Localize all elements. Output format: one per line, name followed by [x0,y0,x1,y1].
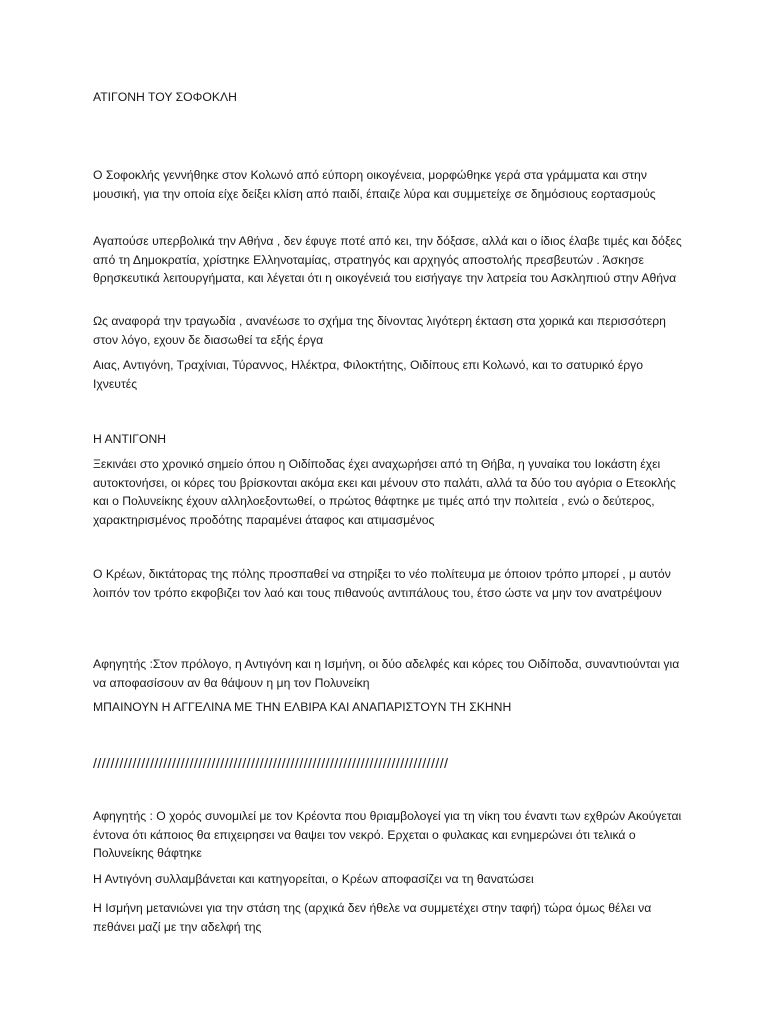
paragraph-arrest: Η Αντιγόνη συλλαμβάνεται και κατηγορείται, ο Κρέων αποφασίζει να τη θανατώσει [93,872,534,886]
paragraph-birth: Ο Σοφοκλής γεννήθηκε στον Κολωνό από εύπορη οικογένεια, μορφώθηκε γερά στα γράμματα και στην μουσική, για την οποία είχε δείξει κλίση από παιδί, έπαιζε λύρα και συμμετείχε σε δημόσιους εορτασμούς [93,168,656,201]
paragraph-narrator-chorus: Αφηγητής : Ο χορός συνομιλεί με τον Κρέοντα που θριαμβολογεί για τη νίκη του έναντι των εχθρών Ακούγεται έντονα ότι κάποιος θα επιχειρησει να θαψει τον νεκρό. Ερχεται ο φυλακας και ενημερώνει ότι τελικά ο Πολυνείκης θάφτηκε [93,809,682,860]
separator-line: ///////////////////////////////////////////////////////////////////////////////// [93,755,449,771]
paragraph-start: Ξεκινάει στο χρονικό σημείο όπου η Οιδίποδας έχει αναχωρήσει από τη Θήβα, η γυναίκα του Ιοκάστη έχει αυτοκτονήσει, οι κόρες του βρίσκονται ακόμα εκει και μένουν στο παλάτι, αλλά τα δύο του αγόρια ο Ετεοκλής και ο Πολυνείκης έχουν αλληλοεξοντωθεί, ο πρώτος θάφτηκε με τιμές από την πολιτεία , ενώ ο δεύτερος, χαρακτηρισμένος προδότης παραμένει άταφος και ατιμασμένος [93,457,676,527]
paragraph-athens: Αγαπούσε υπερβολικά την Αθήνα , δεν έφυγε ποτέ από κει, την δόξασε, αλλά και ο ίδιος έλαβε τιμές και δόξες από τη Δημοκρατία, χρίστηκε Ελληνοταμίας, στρατηγός και αρχηγός αποστολής πρεσβευτών . Άσκησε θρησκευτικά λειτουργήματα, και λέγεται ότι η οικογένειά του εισήγαγε την λατρεία του Ασκληπιού στην Αθήνα [93,234,682,285]
document-title: ΑΤΙΓΟΝΗ ΤΟΥ ΣΟΦΟΚΛΗ [93,90,237,104]
paragraph-works: Αιας, Αντιγόνη, Τραχίνιαι, Τύραννος, Ηλέκτρα, Φιλοκτήτης, Οιδίπους επι Κολωνό, και το σατυρικό έργο Ιχνευτές [93,358,644,391]
paragraph-tragedy: Ως αναφορά την τραγωδία , ανανέωσε το σχήμα της δίνοντας λιγότερη έκταση στα χορικά και περισσότερη στον λόγο, εχουν δε διασωθεί τα εξής έργα [93,314,666,347]
paragraph-ismene: Η Ισμήνη μετανιώνει για την στάση της (αρχικά δεν ήθελε να συμμετέχει στην ταφή) τώρα όμως θέλει να πεθάνει μαζί με την αδελφή της [93,901,652,934]
paragraph-narrator-prologue: Αφηγητής :Στον πρόλογο, η Αντιγόνη και η Ισμήνη, οι δύο αδελφές και κόρες του Οιδίποδα, συναντιούνται για να αποφασίσουν αν θα θάψουν η μη τον Πολυνείκη [93,657,680,690]
paragraph-creon: Ο Κρέων, δικτάτορας της πόλης προσπαθεί να στηρίξει το νέο πολίτευμα με όποιον τρόπο μπορεί , μ αυτόν λοιπόν τον τρόπο εκφοβιζει τον λαό και τους πιθανούς αντιπάλους του, έτσο ώστε να μην τον ανατρέψουν [93,567,671,600]
section-heading-antigone: Η ΑΝΤΙΓΟΝΗ [93,432,167,446]
stage-direction: ΜΠΑΙΝΟΥΝ Η ΑΓΓΕΛΙΝΑ ΜΕ ΤΗΝ ΕΛΒΙΡΑ ΚΑΙ ΑΝΑΠΑΡΙΣΤΟΥΝ ΤΗ ΣΚΗΝΗ [93,700,512,714]
